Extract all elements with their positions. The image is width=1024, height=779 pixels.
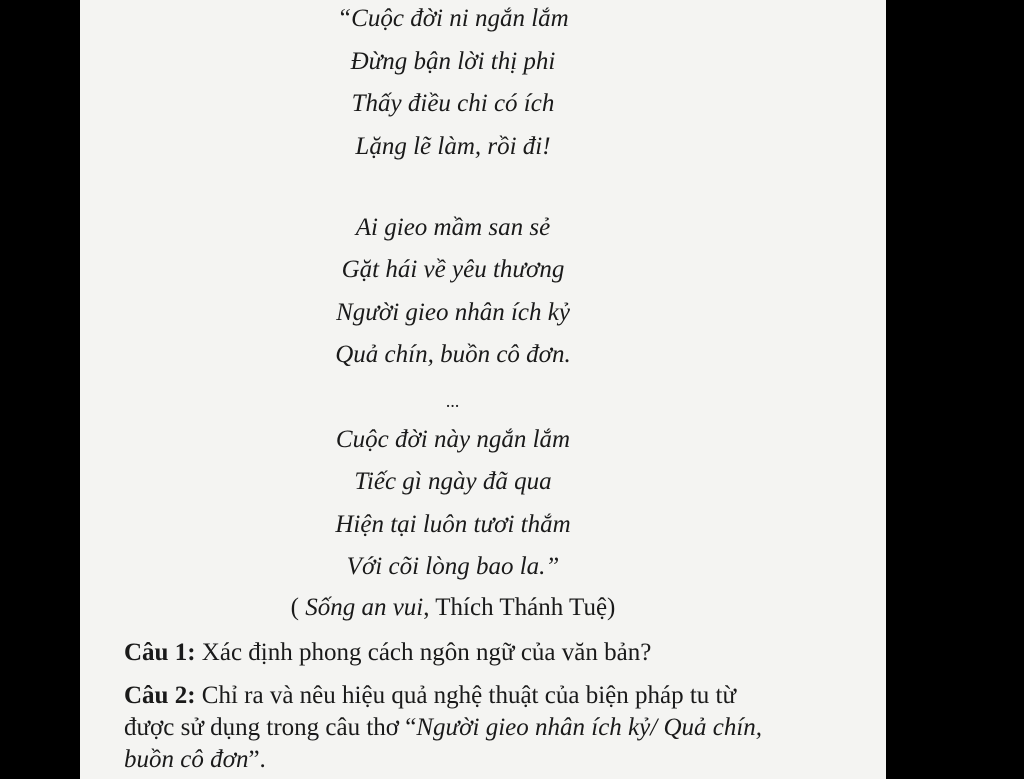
question-1-label: Câu 1:	[124, 639, 196, 666]
source-open: (	[290, 594, 306, 621]
poem-line: Lặng lẽ làm, rồi đi!	[355, 133, 551, 160]
poem-line: Tiếc gì ngày đã qua	[354, 468, 552, 495]
poem-source	[80, 593, 826, 623]
poem-line: Đừng bận lời thị phi	[350, 48, 556, 75]
question-1-text: Xác định phong cách ngôn ngữ của văn bản?	[195, 639, 652, 666]
poem-line: Quả chín, buồn cô đơn.	[335, 341, 571, 368]
document-page	[80, 0, 886, 779]
source-title: Sống an vui	[305, 594, 424, 621]
poem-line: Thấy điều chi có ích	[351, 90, 555, 117]
poem-line: Với cõi lòng bao la.”	[346, 553, 560, 580]
question-1	[124, 637, 784, 669]
poem-line: Người gieo nhân ích kỷ	[336, 299, 570, 326]
poem-line: Hiện tại luôn tươi thắm	[335, 511, 571, 538]
poem-ellipsis: ...	[446, 391, 460, 411]
poem-line: Cuộc đời này ngắn lắm	[335, 426, 571, 453]
question-2	[124, 680, 784, 776]
question-2-label: Câu 2:	[124, 682, 196, 709]
question-2-quote: Người gieo nhân ích kỷ/ Quả chín, buồn cô đơn	[124, 714, 763, 773]
poem-line: “Cuộc đời ni ngắn lắm	[337, 5, 569, 32]
source-author: , Thích Thánh Tuệ)	[423, 594, 616, 621]
poem-line: Ai gieo mầm san sẻ	[355, 214, 551, 241]
question-2-text: Chỉ ra và nêu hiệu quả nghệ thuật của biện pháp tu từ được sử dụng trong câu thơ “	[124, 682, 737, 741]
question-2-end: ”.	[248, 746, 266, 773]
poem-line: Gặt hái về yêu thương	[341, 256, 565, 283]
